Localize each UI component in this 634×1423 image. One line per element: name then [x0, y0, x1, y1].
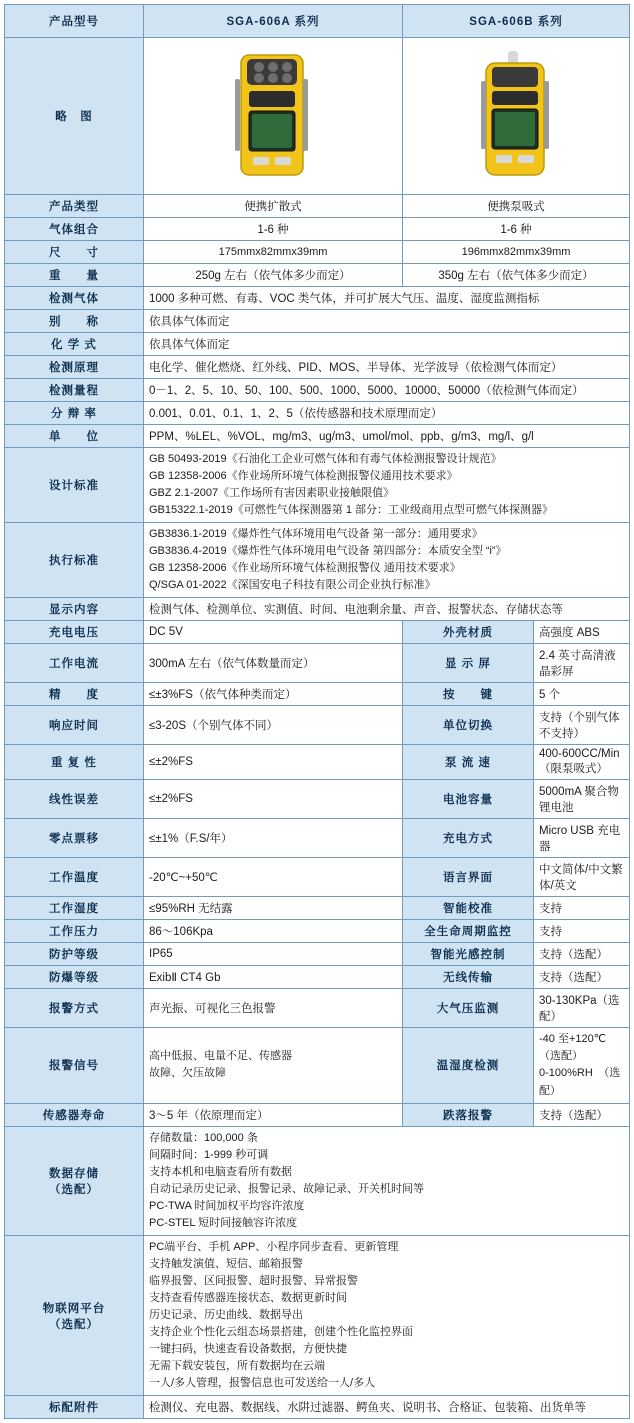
table-row — [5, 683, 630, 706]
row-label-left: 工作压力 — [5, 920, 144, 943]
row-label-right: 跌落报警 — [403, 1104, 534, 1126]
row-label-left: 工作电流 — [5, 644, 144, 683]
storage-line: 自动记录历史记录、报警记录、故障记录、开关机时间等 — [149, 1182, 424, 1195]
row-value: 检测气体、检测单位、实测值、时间、电池剩余量、声音、报警状态、存储状态等 — [144, 598, 630, 621]
row-label: 化 学 式 — [5, 333, 144, 356]
gas-detector-b-icon — [456, 45, 576, 185]
table-row-iot — [5, 1235, 630, 1395]
row-label-right: 外壳材质 — [403, 621, 534, 643]
row-label-right: 大气压监测 — [403, 989, 534, 1027]
iot-line: PC端平台、手机 APP、小程序同步查看、更新管理 — [149, 1240, 399, 1253]
row-value-left: -20℃~+50℃ — [144, 858, 403, 897]
row-value: 依具体气体而定 — [144, 310, 630, 333]
row-value-left: ≤±3%FS（依气体种类而定） — [144, 683, 403, 706]
row-value-b: 便携泵吸式 — [403, 195, 630, 218]
standard-line: GB15322.1-2019《可燃性气体探测器第 1 部分：工业级商用点型可燃气体探测器》 — [149, 504, 554, 517]
iot-line: 无需下载安装包，所有数据均在云端 — [149, 1360, 325, 1373]
row-label-left: 重 复 性 — [5, 745, 144, 780]
row-value: 0－1、2、5、10、50、100、500、1000、5000、10000、50000（依检测气体而定） — [144, 379, 630, 402]
pair-right — [403, 943, 630, 966]
row-value-right: 支持（选配） — [534, 943, 630, 965]
row-label-right: 语言界面 — [403, 858, 534, 896]
row-value-left: 3～5 年（依原理而定） — [144, 1103, 403, 1126]
temp-humidity-value — [534, 1028, 630, 1102]
iot-line: 一键扫码，快速查看设备数据，方便快捷 — [149, 1343, 347, 1356]
alarm-signal-line: 故障、欠压故障 — [149, 1067, 226, 1080]
row-label-right: 温湿度检测 — [403, 1028, 534, 1102]
pair-right — [403, 897, 630, 920]
row-label: 显示内容 — [5, 598, 144, 621]
row-label: 气体组合 — [5, 218, 144, 241]
gas-detector-a-icon — [213, 45, 333, 185]
table-row — [5, 241, 630, 264]
exec-standard-list — [144, 523, 630, 598]
row-value-left: 声光振、可视化三色报警 — [144, 989, 403, 1028]
row-value: PPM、%LEL、%VOL、mg/m3、ug/m3、umol/mol、ppb、g/m3、mg/l、g/l — [144, 425, 630, 448]
row-value: 依具体气体而定 — [144, 333, 630, 356]
iot-line: 一人/多人管理，报警信息也可发送给一人/多人 — [149, 1377, 376, 1390]
row-label-right: 充电方式 — [403, 819, 534, 857]
row-label-right: 单位切换 — [403, 706, 534, 744]
table-row — [5, 644, 630, 683]
row-value-left: ExibⅡ CT4 Gb — [144, 966, 403, 989]
row-value-right: Micro USB 充电器 — [534, 819, 630, 857]
storage-line: PC-TWA 时间加权平均容许浓度 — [149, 1199, 305, 1212]
row-value: 1000 多种可燃、有毒、VOC 类气体，并可扩展大气压、温度、湿度监测指标 — [144, 287, 630, 310]
alarm-signal-value — [144, 1028, 403, 1103]
row-value-a: 便携扩散式 — [144, 195, 403, 218]
table-row — [5, 745, 630, 780]
row-label-right: 泵 流 速 — [403, 745, 534, 779]
row-value-right: 2.4 英寸高清液晶彩屏 — [534, 644, 630, 682]
row-value-left: ≤95%RH 无结露 — [144, 897, 403, 920]
table-row-diagram — [5, 38, 630, 195]
row-value-right: 支持 — [534, 897, 630, 919]
row-label: 重 量 — [5, 264, 144, 287]
header-model-a: SGA-606A 系列 — [144, 5, 403, 38]
standard-line: GB 12358-2006《作业场所环境气体检测报警仪通用技术要求》 — [149, 470, 458, 483]
row-value-a: 175mmx82mmx39mm — [144, 241, 403, 264]
pair-right — [403, 780, 630, 819]
table-row-storage — [5, 1126, 630, 1235]
table-row — [5, 989, 630, 1028]
header-label: 产品型号 — [5, 5, 144, 38]
standard-line: GB3836.4-2019《爆炸性气体环境用电气设备 第四部分：本质安全型 “i”》 — [149, 545, 507, 558]
iot-label-line2: （选配） — [49, 1318, 99, 1331]
table-row — [5, 621, 630, 644]
table-row — [5, 402, 630, 425]
row-label: 执行标准 — [5, 523, 144, 598]
row-label: 尺 寸 — [5, 241, 144, 264]
row-label-left: 工作湿度 — [5, 897, 144, 920]
pair-right — [403, 621, 630, 644]
row-value-right: 支持（个别气体不支持） — [534, 706, 630, 744]
row-value: 检测仪、充电器、数据线、水阱过滤器、鳄鱼夹、说明书、合格证、包装箱、出货单等 — [144, 1396, 630, 1419]
row-label-left: 精 度 — [5, 683, 144, 706]
temp-humidity-line: 0-100%RH （选配） — [539, 1067, 621, 1097]
row-label-left: 防爆等级 — [5, 966, 144, 989]
row-value-left: ≤±2%FS — [144, 745, 403, 780]
storage-label — [5, 1126, 144, 1235]
diagram-label: 略 图 — [5, 38, 144, 195]
design-standard-list — [144, 448, 630, 523]
iot-line: 支持查看传感器连接状态、数据更新时间 — [149, 1291, 347, 1304]
row-value-a: 250g 左右（依气体多少而定） — [144, 264, 403, 287]
pair-right — [403, 819, 630, 858]
row-label-right: 全生命周期监控 — [403, 920, 534, 942]
row-label: 检测气体 — [5, 287, 144, 310]
table-row-design-standard — [5, 448, 630, 523]
row-value-right: 支持（选配） — [534, 1104, 630, 1126]
pair-right — [403, 745, 630, 780]
row-value-right: 高强度 ABS — [534, 621, 630, 643]
row-label: 检测量程 — [5, 379, 144, 402]
row-value-left: IP65 — [144, 943, 403, 966]
row-label: 单 位 — [5, 425, 144, 448]
standard-line: Q/SGA 01-2022《深国安电子科技有限公司企业执行标准》 — [149, 579, 436, 592]
table-row — [5, 819, 630, 858]
row-label-right: 按 键 — [403, 683, 534, 705]
row-value: 电化学、催化燃烧、红外线、PID、MOS、半导体、光学波导（依检测气体而定） — [144, 356, 630, 379]
iot-line: 临界报警、区间报警、超时报警、异常报警 — [149, 1274, 358, 1287]
table-row — [5, 943, 630, 966]
storage-line: PC-STEL 短时间接触容许浓度 — [149, 1216, 298, 1229]
iot-label — [5, 1235, 144, 1395]
row-label-left: 传感器寿命 — [5, 1103, 144, 1126]
row-label-right: 智能校准 — [403, 897, 534, 919]
row-label-left: 防护等级 — [5, 943, 144, 966]
row-value-left: 86～106Kpa — [144, 920, 403, 943]
iot-list — [144, 1235, 630, 1395]
row-label-right: 智能光感控制 — [403, 943, 534, 965]
table-row — [5, 287, 630, 310]
device-image-a — [144, 38, 403, 195]
row-value-right: 400-600CC/Min（限泵吸式） — [534, 745, 630, 779]
table-row — [5, 780, 630, 819]
table-row — [5, 333, 630, 356]
temp-humidity-line: -40 至+120℃（选配） — [539, 1033, 607, 1063]
storage-label-line1: 数据存储 — [49, 1167, 99, 1180]
standard-line: GB 50493-2019《石油化工企业可燃气体和有毒气体检测报警设计规范》 — [149, 453, 502, 465]
storage-line: 存储数量：100,000 条 — [149, 1131, 258, 1144]
pair-right — [403, 989, 630, 1028]
row-value-left: ≤±1%（F.S/年） — [144, 819, 403, 858]
row-value-left: ≤3-20S（个别气体不同） — [144, 706, 403, 745]
table-row-sensor-life — [5, 1103, 630, 1126]
table-row-exec-standard — [5, 523, 630, 598]
pair-right — [403, 683, 630, 706]
iot-line: 支持企业个性化云组态场景搭建，创建个性化监控界面 — [149, 1326, 413, 1339]
standard-line: GB 12358-2006《作业场所环境气体检测报警仪 通用技术要求》 — [149, 562, 461, 575]
row-label-left: 充电电压 — [5, 621, 144, 644]
row-value-right: 5000mA 聚合物锂电池 — [534, 780, 630, 818]
row-value-b: 1-6 种 — [403, 218, 630, 241]
pair-right — [403, 706, 630, 745]
row-label-right: 无线传输 — [403, 966, 534, 988]
pair-right — [403, 644, 630, 683]
pair-right — [403, 858, 630, 897]
row-value-right: 30-130KPa（选配） — [534, 989, 630, 1027]
row-value-left: ≤±2%FS — [144, 780, 403, 819]
row-label-left: 响应时间 — [5, 706, 144, 745]
pair-right — [403, 1103, 630, 1126]
iot-line: 支持触发演值、短信、邮箱报警 — [149, 1257, 303, 1270]
pair-right — [403, 966, 630, 989]
row-label-left: 工作温度 — [5, 858, 144, 897]
row-label: 别 称 — [5, 310, 144, 333]
table-row-alarm-signal — [5, 1028, 630, 1103]
standard-line: GBZ 2.1-2007《工作场所有害因素职业接触限值》 — [149, 487, 395, 500]
table-row — [5, 356, 630, 379]
row-label: 标配附件 — [5, 1396, 144, 1419]
pair-right — [403, 920, 630, 943]
row-value-right: 支持（选配） — [534, 966, 630, 988]
row-label: 检测原理 — [5, 356, 144, 379]
row-value-left: DC 5V — [144, 621, 403, 644]
table-row-display-content — [5, 598, 630, 621]
row-value-left: 300mA 左右（依气体数量而定） — [144, 644, 403, 683]
pair-right — [403, 1028, 630, 1103]
table-row — [5, 920, 630, 943]
table-row — [5, 310, 630, 333]
alarm-signal-line: 高中低报、电量不足、传感器 — [149, 1050, 292, 1063]
row-label-left: 报警信号 — [5, 1028, 144, 1103]
storage-line: 支持本机和电脑查看所有数据 — [149, 1165, 292, 1178]
row-value-right: 5 个 — [534, 683, 630, 705]
row-value-b: 196mmx82mmx39mm — [403, 241, 630, 264]
header-model-b: SGA-606B 系列 — [403, 5, 630, 38]
table-row — [5, 218, 630, 241]
row-value-a: 1-6 种 — [144, 218, 403, 241]
table-row — [5, 897, 630, 920]
iot-label-line1: 物联网平台 — [42, 1302, 106, 1315]
row-value-b: 350g 左右（依气体多少而定） — [403, 264, 630, 287]
row-label-left: 报警方式 — [5, 989, 144, 1028]
row-label-right: 显 示 屏 — [403, 644, 534, 682]
row-label-left: 零点票移 — [5, 819, 144, 858]
table-row — [5, 379, 630, 402]
row-label: 产品类型 — [5, 195, 144, 218]
row-label-right: 电池容量 — [403, 780, 534, 818]
row-label: 分 辩 率 — [5, 402, 144, 425]
table-row — [5, 264, 630, 287]
table-row — [5, 706, 630, 745]
row-label-left: 线性误差 — [5, 780, 144, 819]
table-row — [5, 858, 630, 897]
table-row — [5, 425, 630, 448]
row-value: 0.001、0.01、0.1、1、2、5（依传感器和技术原理而定） — [144, 402, 630, 425]
iot-line: 历史记录、历史曲线、数据导出 — [149, 1309, 303, 1322]
storage-label-line2: （选配） — [49, 1183, 99, 1196]
storage-list — [144, 1126, 630, 1235]
row-value-right: 中文简体/中文繁体/英文 — [534, 858, 630, 896]
table-row — [5, 195, 630, 218]
table-row-model — [5, 5, 630, 38]
spec-table — [4, 4, 630, 1419]
row-value-right: 支持 — [534, 920, 630, 942]
table-row-accessories — [5, 1396, 630, 1419]
storage-line: 间隔时间：1-999 秒可调 — [149, 1148, 269, 1161]
table-row — [5, 966, 630, 989]
row-label: 设计标准 — [5, 448, 144, 523]
standard-line: GB3836.1-2019《爆炸性气体环境用电气设备 第一部分：通用要求》 — [149, 528, 483, 541]
device-image-b — [403, 38, 630, 195]
